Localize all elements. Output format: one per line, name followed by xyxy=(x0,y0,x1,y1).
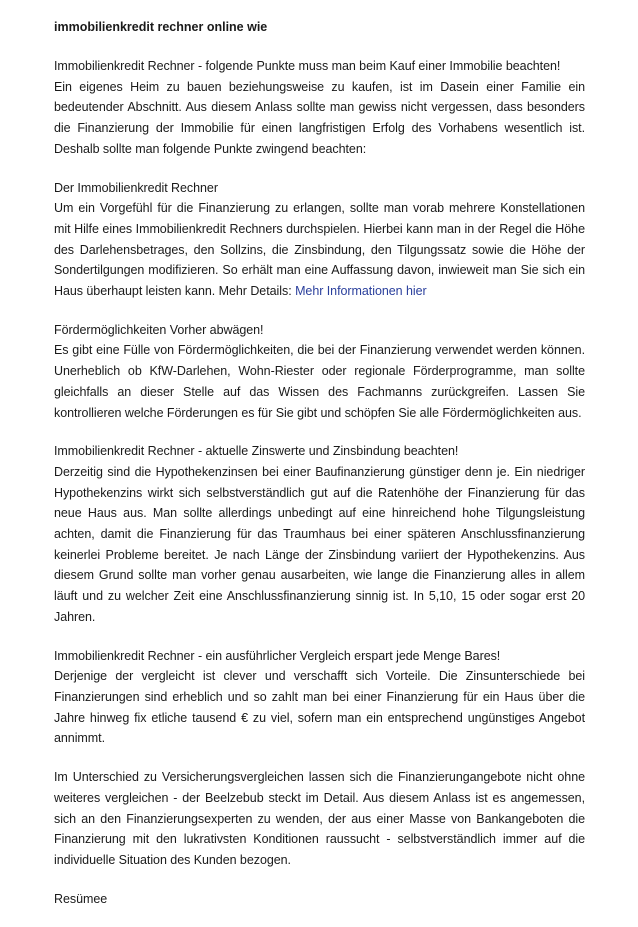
section-paragraph xyxy=(54,767,585,871)
section-experts xyxy=(54,767,585,871)
section-paragraph xyxy=(54,56,585,160)
section-summary xyxy=(54,889,585,910)
section-paragraph xyxy=(54,889,585,910)
section-body: Derzeitig sind die Hypothekenzinsen bei einer Baufinanzierung günstiger denn je. Ein niedriger Hypothekenzins wirkt sich selbstverständlich gut auf die Ratenhöhe der Finanzierung für das neue Haus aus. Man sollte allerdings unbedingt auf eine hinreichend hohe Tilgungsleistung achten, damit die Finanzierung für das Traumhaus bei einer späteren Anschlussfinanzierung keinerlei Probleme bereitet. Je nach Länge der Zinsbindung variiert der Hypothekenzins. Aus diesem Grund sollte man vorher genau ausarbeiten, wie lange die Finanzierung alles in allem läuft und zu welcher Zeit eine Anschlussfinanzierung sinnig ist. In 5,10, 15 oder sogar erst 20 Jahren. xyxy=(54,464,585,624)
more-info-link[interactable]: Mehr Informationen hier xyxy=(295,284,427,299)
section-calculator xyxy=(54,178,585,302)
section-body: Im Unterschied zu Versicherungsvergleichen lassen sich die Finanzierungangebote nicht ohne weiteres vergleichen - der Beelzebub steckt im Detail. Aus diesem Anlass ist es angemessen, sich an den Finanzierungsexperten zu wenden, der aus einer Masse von Bankangeboten die Finanzierung mit den lukrativsten Konditionen raussucht - selbstverständlich immer auf die individuelle Situation des Kunden bezogen. xyxy=(54,770,585,867)
section-paragraph xyxy=(54,178,585,302)
section-heading: Immobilienkredit Rechner - aktuelle Zinswerte und Zinsbindung beachten! xyxy=(54,444,459,459)
section-heading: Fördermöglichkeiten Vorher abwägen! xyxy=(54,322,264,337)
section-heading: Resümee xyxy=(54,891,108,906)
section-body: Ein eigenes Heim zu bauen beziehungsweise zu kaufen, ist im Dasein einer Familie ein bedeutender Abschnitt. Aus diesem Anlass sollte man gewiss nicht vergessen, dass besonders die Finanzierung der Immobilie für einen langfristigen Erfolg des Vorhabens wesentlich ist. Deshalb sollte man folgende Punkte zwingend beachten: xyxy=(54,79,585,156)
document-title: immobilienkredit rechner online wie xyxy=(54,20,268,34)
section-intro xyxy=(54,56,585,160)
section-funding xyxy=(54,320,585,424)
section-heading: Immobilienkredit Rechner - ein ausführlicher Vergleich erspart jede Menge Bares! xyxy=(54,648,501,663)
section-paragraph xyxy=(54,646,585,750)
section-heading: Der Immobilienkredit Rechner xyxy=(54,180,218,195)
document-page xyxy=(54,18,585,927)
section-heading: Immobilienkredit Rechner - folgende Punkte muss man beim Kauf einer Immobilie beachten! xyxy=(54,59,561,73)
section-paragraph xyxy=(54,441,585,627)
section-body: Es gibt eine Fülle von Fördermöglichkeiten, die bei der Finanzierung verwendet werden können. Unerheblich ob KfW-Darlehen, Wohn-Riester oder regionale Förderprogramme, man sollte gleichfalls an dieser Stelle auf das Wissen des Fachmanns zurückgreifen. Lassen Sie kontrollieren welche Förderungen es für Sie gibt und schöpfen Sie alle Fördermöglichkeiten aus. xyxy=(54,343,585,420)
section-comparison xyxy=(54,646,585,750)
section-paragraph xyxy=(54,320,585,424)
section-body: Um ein Vorgefühl für die Finanzierung zu erlangen, sollte man vorab mehrere Konstellationen mit Hilfe eines Immobilienkredit Rechners durchspielen. Hierbei kann man in der Regel die Höhe des Darlehensbetrages, den Sollzins, die Zinsbindung, den Tilgungssatz sowie die Höhe der Sondertilgungen modifizieren. So erhält man eine Auffassung davon, inwieweit man Sie sich ein Haus überhaupt leisten kann. Mehr Details: xyxy=(54,201,585,299)
section-body: Derjenige der vergleicht ist clever und verschafft sich Vorteile. Die Zinsunterschiede bei Finanzierungen sind erheblich und so zahlt man bei einer Finanzierung für ein Haus über die Jahre hinweg fix etliche tausend € zu viel, sofern man ein entsprechend ungünstiges Angebot annimmt. xyxy=(54,669,585,746)
section-interest-rates xyxy=(54,441,585,627)
